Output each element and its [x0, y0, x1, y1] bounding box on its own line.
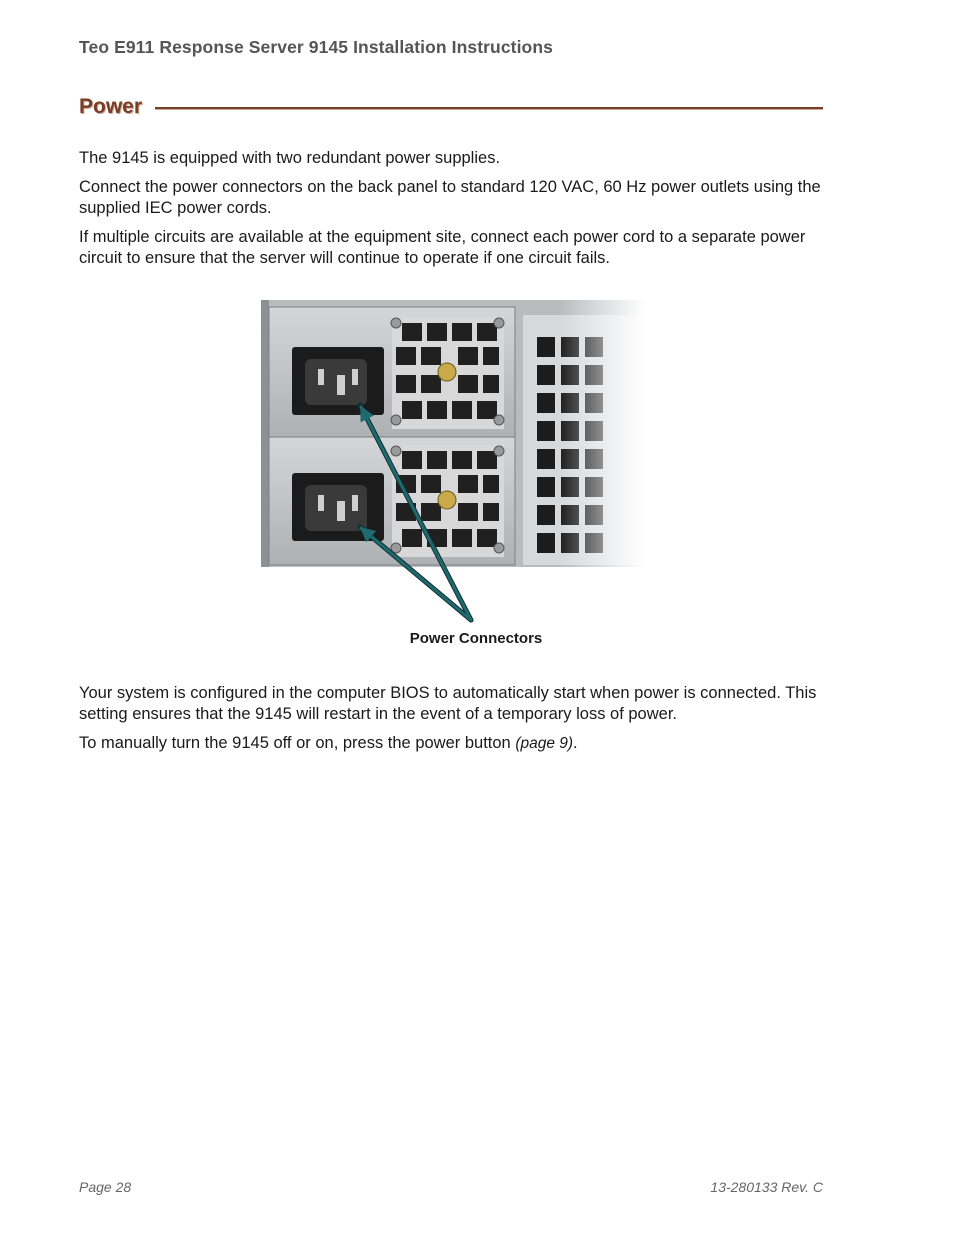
- server-back-panel-illustration: [255, 295, 645, 625]
- paragraph-end: .: [573, 734, 578, 752]
- document-number: 13-280133 Rev. C: [710, 1179, 823, 1195]
- section-title: Power: [79, 95, 143, 118]
- page-cross-reference-link[interactable]: (page 9): [515, 735, 574, 752]
- bios-paragraphs: [79, 683, 829, 762]
- paragraph: Your system is configured in the computer BIOS to automatically start when power is connected. This setting ensures that the 9145 will restart in the event of a temporary loss of power.: [79, 684, 817, 723]
- paragraph: If multiple circuits are available at the equipment site, connect each power cord to a separate power circuit to ensure that the server will continue to operate if one circuit fails.: [79, 228, 806, 267]
- section-rule: [155, 107, 823, 109]
- figure-caption: Power Connectors: [409, 630, 543, 647]
- paragraph-text: To manually turn the 9145 off or on, press the power button: [79, 734, 516, 752]
- power-supply-figure: [255, 295, 645, 625]
- paragraph: Connect the power connectors on the back panel to standard 120 VAC, 60 Hz power outlets using the supplied IEC power cords.: [79, 178, 821, 217]
- intro-paragraphs: [79, 148, 829, 277]
- page-number: Page 28: [79, 1179, 132, 1195]
- section-heading: [79, 93, 823, 121]
- paragraph: The 9145 is equipped with two redundant power supplies.: [79, 149, 501, 167]
- paragraph: [79, 733, 829, 754]
- document-header: Teo E911 Response Server 9145 Installation Instructions: [79, 37, 553, 57]
